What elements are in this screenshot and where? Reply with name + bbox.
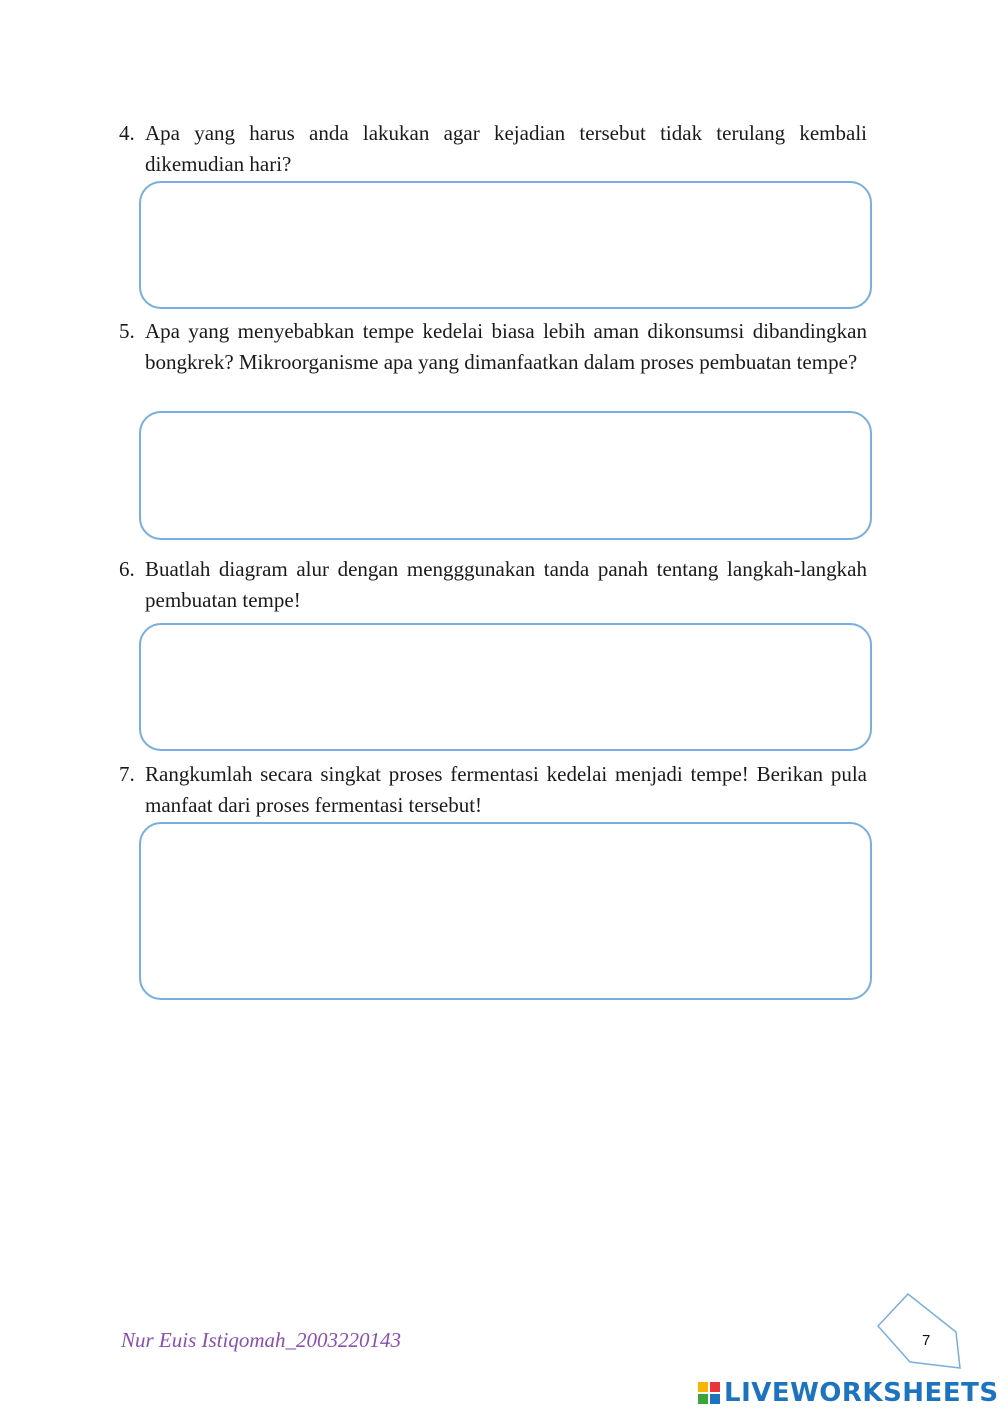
answer-input-7[interactable] [141,824,870,998]
answer-box-4[interactable] [139,181,872,309]
question-5 [119,316,867,378]
question-text: Apa yang harus anda lakukan agar kejadian tersebut tidak terulang kembali dikemudian hari? [145,121,867,176]
question-7 [119,759,867,821]
question-text: Buatlah diagram alur dengan mengggunakan tanda panah tentang langkah-langkah pembuatan tempe! [145,557,867,612]
brand-text: LIVEWORKSHEETS [724,1378,999,1408]
answer-input-4[interactable] [141,183,870,307]
question-number: 6. [119,557,135,581]
answer-input-5[interactable] [141,413,870,538]
question-number: 7. [119,762,135,786]
question-number: 5. [119,319,135,343]
page-number-badge-icon [876,1292,964,1376]
question-text: Apa yang menyebabkan tempe kedelai biasa lebih aman dikonsumsi dibandingkan bongkrek? Mikroorganisme apa yang dimanfaatkan dalam proses pembuatan tempe? [145,319,867,374]
question-number: 4. [119,121,135,145]
answer-box-7[interactable] [139,822,872,1000]
author-name: Nur Euis Istiqomah_2003220143 [121,1328,402,1352]
answer-input-6[interactable] [141,625,870,749]
answer-box-5[interactable] [139,411,872,540]
liveworksheets-logo-icon [698,1382,720,1404]
page-number: 7 [922,1332,931,1349]
question-text: Rangkumlah secara singkat proses fermentasi kedelai menjadi tempe! Berikan pula manfaat dari proses fermentasi tersebut! [145,762,867,817]
answer-box-6[interactable] [139,623,872,751]
question-6 [119,554,867,616]
question-4 [119,118,867,180]
liveworksheets-brand [698,1378,999,1408]
